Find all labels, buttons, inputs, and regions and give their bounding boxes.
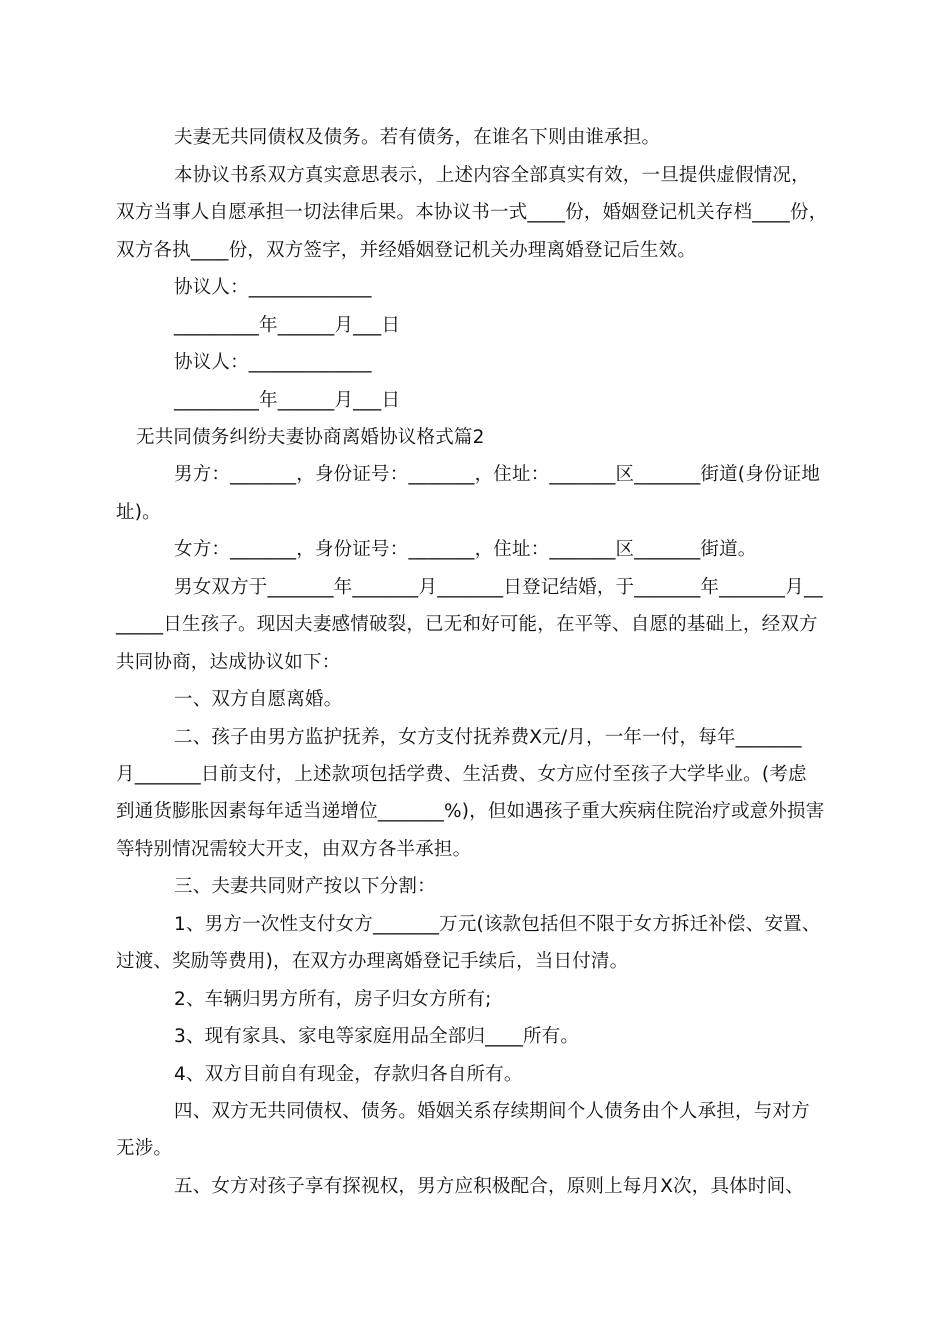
text-line: 男女双方于_______年_______月_______日登记结婚，于_______年_______月__ bbox=[174, 577, 823, 598]
text-line: 址)。 bbox=[116, 502, 161, 523]
text-line: 双方各执____份，双方签字，并经婚姻登记机关办理离婚登记后生效。 bbox=[116, 240, 697, 261]
text-line: 月_______日前支付，上述款项包括学费、生活费、女方应付至孩子大学毕业。(考虑 bbox=[116, 764, 807, 785]
text-line: 男方：_______，身份证号：_______，住址：_______区_______街道(身份证地 bbox=[174, 464, 821, 485]
text-line: 2、车辆归男方所有，房子归女方所有; bbox=[174, 989, 492, 1010]
text-line: 二、孩子由男方监护抚养，女方支付抚养费X元/月，一年一付，每年_______ bbox=[174, 727, 802, 748]
date-line: _________年______月___日 bbox=[174, 390, 401, 411]
text-line: 3、现有家具、家电等家庭用品全部归____所有。 bbox=[174, 1026, 580, 1047]
text-line: 女方：_______，身份证号：_______，住址：_______区_______街道。 bbox=[174, 539, 757, 560]
text-line: 夫妻无共同债权及债务。若有债务，在谁名下则由谁承担。 bbox=[174, 127, 661, 148]
text-line: 无涉。 bbox=[116, 1138, 173, 1159]
signatory-label: 协议人：_____________ bbox=[174, 277, 372, 298]
signatory-label: 协议人：_____________ bbox=[174, 352, 372, 373]
text-line: 共同协商，达成协议如下： bbox=[116, 652, 341, 673]
text-line: 等特别情况需较大开支，由双方各半承担。 bbox=[116, 839, 472, 860]
text-line: _____日生孩子。现因夫妻感情破裂，已无和好可能，在平等、自愿的基础上，经双方 bbox=[116, 614, 818, 635]
text-line: 五、女方对孩子享有探视权，男方应积极配合，原则上每月X次，具体时间、 bbox=[174, 1176, 804, 1197]
text-line: 双方当事人自愿承担一切法律后果。本协议书一式____份，婚姻登记机关存档____份， bbox=[116, 202, 828, 223]
text-line: 到通货膨胀因素每年适当递增位_______%)，但如遇孩子重大疾病住院治疗或意外损害 bbox=[116, 801, 825, 822]
text-line: 1、男方一次性支付女方_______万元(该款包括但不限于女方拆迁补偿、安置、 bbox=[174, 914, 821, 935]
date-line: _________年______月___日 bbox=[174, 315, 401, 336]
text-line: 四、双方无共同债权、债务。婚姻关系存续期间个人债务由个人承担，与对方 bbox=[174, 1101, 810, 1122]
text-line: 过渡、奖励等费用)，在双方办理离婚登记手续后，当日付清。 bbox=[116, 951, 629, 972]
section-title: 无共同债务纠纷夫妻协商离婚协议格式篇2 bbox=[136, 427, 485, 448]
clause-heading: 三、夫妻共同财产按以下分割： bbox=[174, 876, 436, 897]
clause-heading: 一、双方自愿离婚。 bbox=[174, 689, 343, 710]
text-line: 4、双方目前自有现金，存款归各自所有。 bbox=[174, 1064, 523, 1085]
text-line: 本协议书系双方真实意思表示，上述内容全部真实有效，一旦提供虚假情况， bbox=[174, 165, 810, 186]
